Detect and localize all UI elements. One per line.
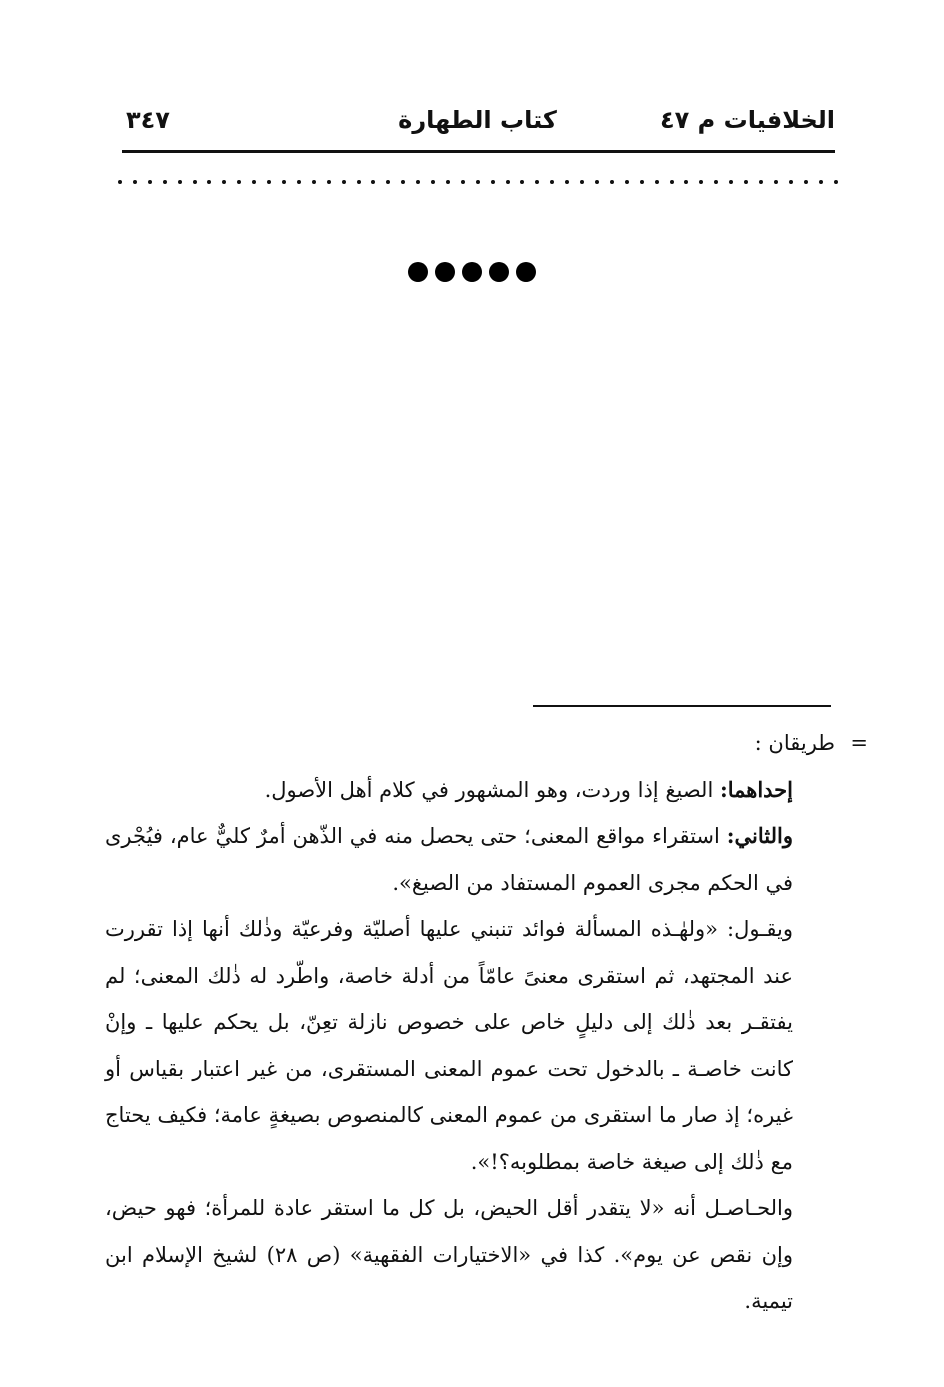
separator-dot xyxy=(237,180,241,184)
separator-dot xyxy=(819,180,823,184)
separator-dot xyxy=(163,180,167,184)
separator-dot xyxy=(834,180,838,184)
separator-dot xyxy=(282,180,286,184)
header-book-title: كتاب الطهارة xyxy=(398,106,557,134)
separator-dot xyxy=(476,180,480,184)
separator-dot xyxy=(714,180,718,184)
separator-dot xyxy=(804,180,808,184)
separator-dot xyxy=(207,180,211,184)
separator-dot xyxy=(312,180,316,184)
ornament-dot xyxy=(408,262,428,282)
footnote-intro xyxy=(105,720,868,767)
separator-dot xyxy=(565,180,569,184)
separator-dot xyxy=(655,180,659,184)
page-number: ٣٤٧ xyxy=(126,106,170,134)
separator-dot xyxy=(684,180,688,184)
header-section-title: الخلافيات م ٤٧ xyxy=(660,106,835,134)
separator-dot xyxy=(193,180,197,184)
continuation-mark: = xyxy=(850,731,868,755)
first-method-text: الصيغ إذا وردت، وهو المشهور في كلام أهل الأصول. xyxy=(264,777,720,802)
dotted-separator xyxy=(118,180,838,184)
ornament-dot xyxy=(435,262,455,282)
separator-dot xyxy=(401,180,405,184)
separator-dot xyxy=(640,180,644,184)
separator-dot xyxy=(371,180,375,184)
separator-dot xyxy=(327,180,331,184)
separator-dot xyxy=(416,180,420,184)
quote-paragraph: ويقـول: «ولهٰـذه المسألة فوائد تنبني عليها أصليّة وفرعيّة وذٰلك أنها إذا تقررت عند المجتهد، ثم استقرى معنىً عامّاً من أدلة خاصة، واطّرد له ذٰلك المعنى؛ لم يفتقـر بعد ذٰلك إلى دليلٍ خاص على خصوص نازلة تعِنّ، بل يحكم عليها ـ وإنْ كانت خاصـة ـ بالدخول تحت عموم المعنى المستقرى، من غير اعتبار بقياس أو غيره؛ إذ صار ما استقرى من عموم المعنى كالمنصوص بصيغةٍ عامة؛ فكيف يحتاج مع ذٰلك إلى صيغة خاصة بمطلوبه؟!». xyxy=(105,917,793,1174)
footnote-block xyxy=(105,720,868,1325)
second-method xyxy=(105,813,835,906)
second-method-text: استقراء مواقع المعنى؛ حتى يحصل منه في الذّهن أمرٌ كليٌّ عام، فيُجْرى في الحكم مجرى العموم المستفاد من الصيغ». xyxy=(105,824,793,895)
separator-dot xyxy=(625,180,629,184)
header-rule xyxy=(122,150,835,153)
separator-dot xyxy=(386,180,390,184)
separator-dot xyxy=(580,180,584,184)
ornament-dot xyxy=(516,262,536,282)
separator-dot xyxy=(252,180,256,184)
separator-dot xyxy=(670,180,674,184)
ornament-dot xyxy=(489,262,509,282)
separator-dot xyxy=(535,180,539,184)
separator-dot xyxy=(133,180,137,184)
footnote-rule xyxy=(533,705,831,707)
separator-dot xyxy=(744,180,748,184)
separator-dot xyxy=(357,180,361,184)
separator-dot xyxy=(759,180,763,184)
separator-dot xyxy=(431,180,435,184)
separator-dot xyxy=(148,180,152,184)
separator-dot xyxy=(491,180,495,184)
ornament-dot xyxy=(462,262,482,282)
conclusion-paragraph: والحـاصـل أنه «لا يتقدر أقل الحيض، بل كل ما استقر عادة للمرأة؛ فهو حيض، وإن نقص عن يوم». كذا في «الاختيارات الفقهية» (ص ٢٨) لشيخ الإسلام ابن تيمية. xyxy=(105,1196,793,1313)
separator-dot xyxy=(520,180,524,184)
first-method xyxy=(105,767,835,814)
separator-dot xyxy=(222,180,226,184)
separator-dot xyxy=(774,180,778,184)
separator-dot xyxy=(729,180,733,184)
footnote-intro-text: طريقان : xyxy=(754,731,835,755)
separator-dot xyxy=(118,180,122,184)
running-header xyxy=(120,100,835,144)
separator-dot xyxy=(267,180,271,184)
separator-dot xyxy=(595,180,599,184)
separator-dot xyxy=(461,180,465,184)
separator-dot xyxy=(506,180,510,184)
separator-dot xyxy=(550,180,554,184)
separator-dot xyxy=(789,180,793,184)
separator-dot xyxy=(342,180,346,184)
separator-dot xyxy=(297,180,301,184)
separator-dot xyxy=(178,180,182,184)
second-method-label: والثاني: xyxy=(726,823,793,848)
section-end-ornament xyxy=(0,262,944,282)
first-method-label: إحداهما: xyxy=(719,776,793,802)
separator-dot xyxy=(610,180,614,184)
separator-dot xyxy=(446,180,450,184)
separator-dot xyxy=(699,180,703,184)
